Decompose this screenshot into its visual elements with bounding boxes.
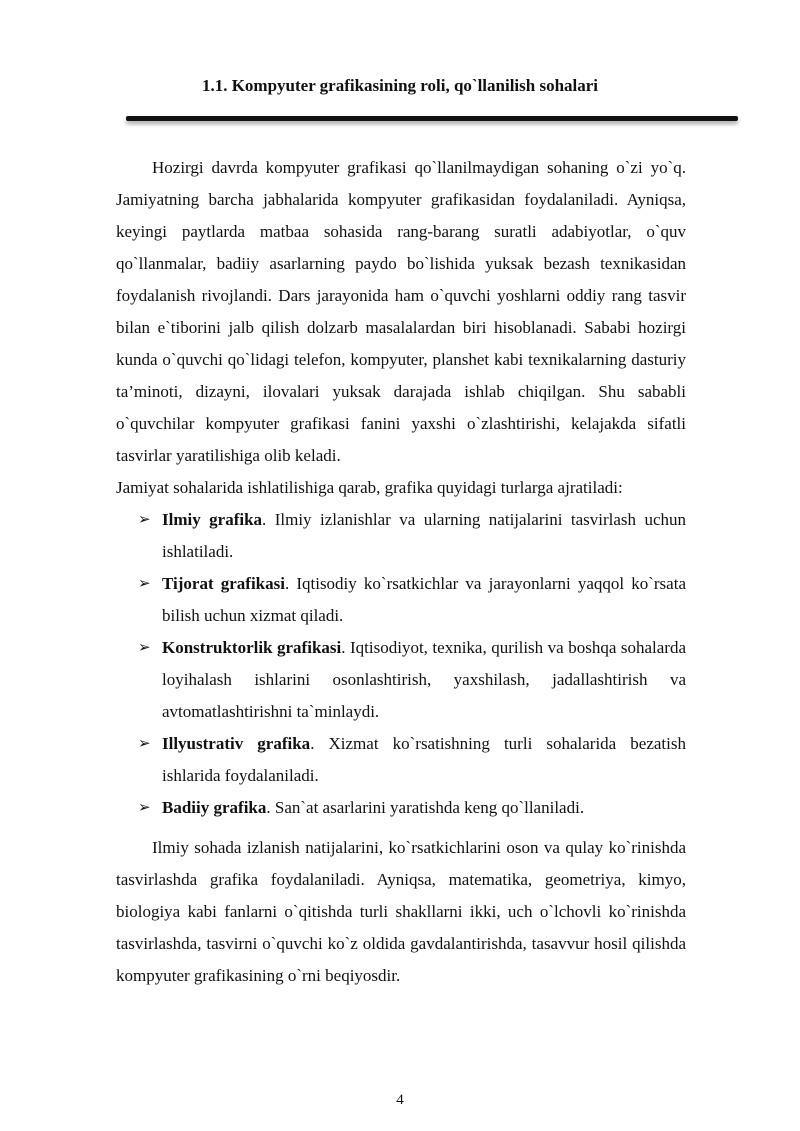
arrow-right-icon: ➢: [138, 512, 151, 528]
arrow-right-icon: ➢: [138, 640, 151, 656]
document-body: [116, 152, 686, 992]
list-item: [116, 632, 686, 728]
list-item: [116, 568, 686, 632]
heading-rule: [126, 116, 738, 121]
list-item-text: . Iqtisodiy ko`rsatkichlar va jarayonlarni yaqqol ko`rsata bilish uchun xizmat qiladi.: [162, 574, 686, 625]
list-item: [116, 728, 686, 792]
spacer: [116, 824, 686, 832]
list-item-text: . San`at asarlarini yaratishda keng qo`llaniladi.: [266, 798, 585, 817]
paragraph-2: Ilmiy sohada izlanish natijalarini, ko`rsatkichlarini oson va qulay ko`rinishda tasvirlashda grafika foydalaniladi. Ayniqsa, matematika, geometriya, kimyo, biologiya kabi fanlarni o`qitishda turli shakllarni ikki, uch o`lchovli ko`rinishda tasvirlashda, tasvirni o`quvchi ko`z oldida gavdalantirishda, tasavvur hosil qilishda kompyuter grafikasining o`rni beqiyosdir.: [116, 838, 686, 985]
list-item: [116, 792, 686, 824]
arrow-right-icon: ➢: [138, 736, 151, 752]
section-heading: 1.1. Kompyuter grafikasining roli, qo`llanilish sohalari: [201, 76, 599, 95]
page-number: 4: [396, 1092, 404, 1108]
list-item-text: . Ilmiy izlanishlar va ularning natijalarini tasvirlash uchun ishlatiladi.: [162, 510, 687, 561]
paragraph-1: Hozirgi davrda kompyuter grafikasi qo`llanilmaydigan sohaning o`zi yo`q. Jamiyatning barcha jabhalarida kompyuter grafikasidan foydalaniladi. Ayniqsa, keyingi paytlarda matbaa sohasida rang-barang suratli adabiyotlar, o`quv qo`llanmalar, badiiy asarlarning paydo bo`lishida yuksak bezash texnikasidan foydalanish rivojlandi. Dars jarayonida ham o`quvchi yoshlarni oddiy rang tasvir bilan e`tiborini jalb qilish dolzarb masalalardan biri hisoblanadi. Sababi hozirgi kunda o`quvchi qo`lidagi telefon, kompyuter, planshet kabi texnikalarning dasturiy ta’minoti, dizayni, ilovalari yuksak darajada ishlab chiqilgan. Shu sababli o`quvchilar kompyuter grafikasi fanini yaxshi o`zlashtirishi, kelajakda sifatli tasvirlar yaratilishiga olib keladi.: [116, 158, 686, 465]
list-item-term: Badiiy grafika: [162, 798, 267, 817]
list-item-term: Konstruktorlik grafikasi: [162, 638, 342, 657]
list-item-text: . Xizmat ko`rsatishning turli sohalarida bezatish ishlarida foydalaniladi.: [162, 734, 686, 785]
paragraph-1-continued: Jamiyat sohalarida ishlatilishiga qarab, grafika quyidagi turlarga ajratiladi:: [116, 478, 623, 497]
list-item-text: . Iqtisodiyot, texnika, qurilish va boshqa sohalarda loyihalash ishlarini osonlashtirish, yaxshilash, jadallashtirish va avtomatlashtirishni ta`minlaydi.: [162, 638, 686, 721]
arrow-right-icon: ➢: [138, 800, 151, 816]
graphics-types-list: [116, 504, 686, 824]
list-item-term: Illyustrativ grafika: [162, 734, 311, 753]
arrow-right-icon: ➢: [138, 576, 151, 592]
list-item: [116, 504, 686, 568]
list-item-term: Ilmiy grafika: [162, 510, 263, 529]
list-item-term: Tijorat grafikasi: [162, 574, 285, 593]
